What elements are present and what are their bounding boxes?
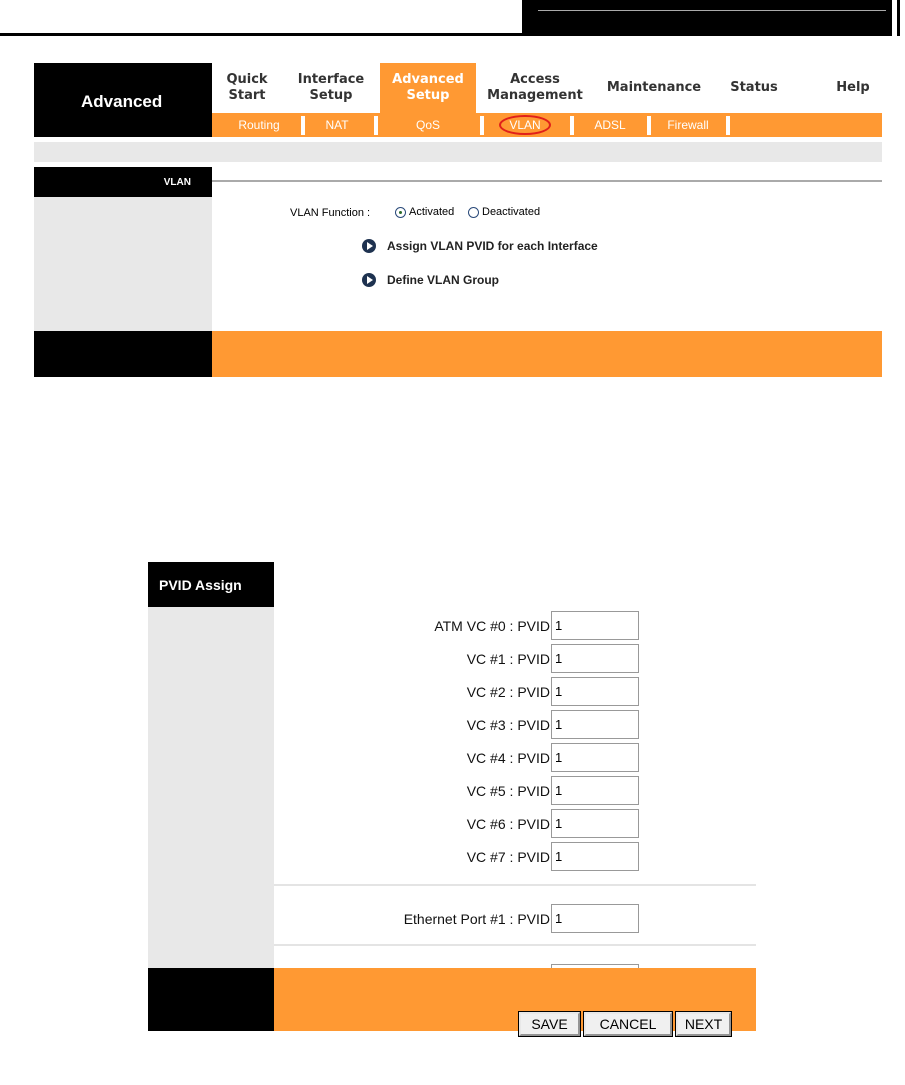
pvid-footer-left	[148, 968, 274, 1031]
arrow-right-icon	[362, 273, 376, 287]
menu-advanced-setup[interactable]: Advanced Setup	[380, 63, 476, 113]
menu-maintenance[interactable]: Maintenance	[606, 80, 702, 95]
radio-deactivated-label: Deactivated	[482, 206, 541, 218]
submenu-qos[interactable]: QoS	[415, 118, 440, 132]
section-rule	[212, 180, 882, 182]
pvid-input-vc7[interactable]	[551, 842, 639, 871]
header-box	[522, 0, 892, 36]
pvid-input-vc2[interactable]	[551, 677, 639, 706]
footer-bar	[212, 331, 882, 377]
link-assign-label: Assign VLAN PVID for each Interface	[387, 239, 598, 253]
row-label: VC #5 : PVID	[466, 783, 550, 799]
arrow-right-icon	[362, 239, 376, 253]
section-logo: Advanced	[34, 63, 212, 137]
footer-left	[34, 331, 212, 377]
submenu-vlan-label: VLAN	[499, 115, 550, 135]
radio-activated[interactable]	[395, 206, 454, 218]
next-button[interactable]: NEXT	[676, 1012, 731, 1036]
row-label: VC #7 : PVID	[466, 849, 550, 865]
left-column	[34, 197, 212, 331]
vlan-function-label: VLAN Function :	[290, 207, 371, 219]
section-title: VLAN	[34, 167, 212, 197]
pvid-input-vc1[interactable]	[551, 644, 639, 673]
header-tick	[897, 0, 900, 36]
radio-deactivated-icon[interactable]	[468, 207, 479, 218]
radio-deactivated[interactable]	[468, 206, 540, 218]
radio-activated-icon[interactable]	[395, 207, 406, 218]
menu-interface-setup[interactable]: Interface Setup	[297, 72, 365, 103]
pvid-input-ethernet-port1[interactable]	[551, 904, 639, 933]
submenu-divider	[726, 116, 730, 135]
row-label: VC #4 : PVID	[466, 750, 550, 766]
submenu-nat[interactable]: NAT	[325, 118, 349, 132]
submenu-divider	[647, 116, 651, 135]
pvid-assign-title: PVID Assign	[148, 562, 274, 607]
save-button[interactable]: SAVE	[519, 1012, 580, 1036]
radio-activated-label: Activated	[409, 206, 455, 218]
row-label: ATM VC #0 : PVID	[434, 618, 550, 634]
pvid-input-vc5[interactable]	[551, 776, 639, 805]
menu-help[interactable]: Help	[836, 80, 870, 95]
spacer-bar	[34, 142, 882, 162]
row-label: VC #2 : PVID	[466, 684, 550, 700]
menu-access-management[interactable]: Access Management	[487, 72, 583, 103]
row-label: VC #1 : PVID	[466, 651, 550, 667]
section-divider	[274, 884, 756, 886]
cancel-button[interactable]: CANCEL	[584, 1012, 672, 1036]
pvid-input-atm-vc0[interactable]	[551, 611, 639, 640]
pvid-input-vc6[interactable]	[551, 809, 639, 838]
link-define-label: Define VLAN Group	[387, 273, 500, 287]
row-label: Ethernet Port #1 : PVID	[403, 911, 550, 927]
pvid-left-column	[148, 607, 274, 968]
link-define-vlan-group[interactable]	[362, 273, 499, 287]
section-divider	[274, 944, 756, 946]
menu-quick-start[interactable]: Quick Start	[226, 72, 268, 103]
link-assign-vlan-pvid[interactable]	[362, 239, 598, 253]
submenu-firewall[interactable]: Firewall	[667, 118, 709, 132]
menu-status[interactable]: Status	[730, 80, 778, 95]
submenu-divider	[301, 116, 305, 135]
row-label: VC #3 : PVID	[466, 717, 550, 733]
submenu-divider	[570, 116, 574, 135]
pvid-input-vc3[interactable]	[551, 710, 639, 739]
pvid-input-vc4[interactable]	[551, 743, 639, 772]
submenu-adsl[interactable]: ADSL	[594, 118, 626, 132]
submenu-divider	[374, 116, 378, 135]
submenu-divider	[480, 116, 484, 135]
row-label: VC #6 : PVID	[466, 816, 550, 832]
submenu-vlan[interactable]	[486, 113, 564, 137]
submenu-routing[interactable]: Routing	[238, 118, 280, 132]
